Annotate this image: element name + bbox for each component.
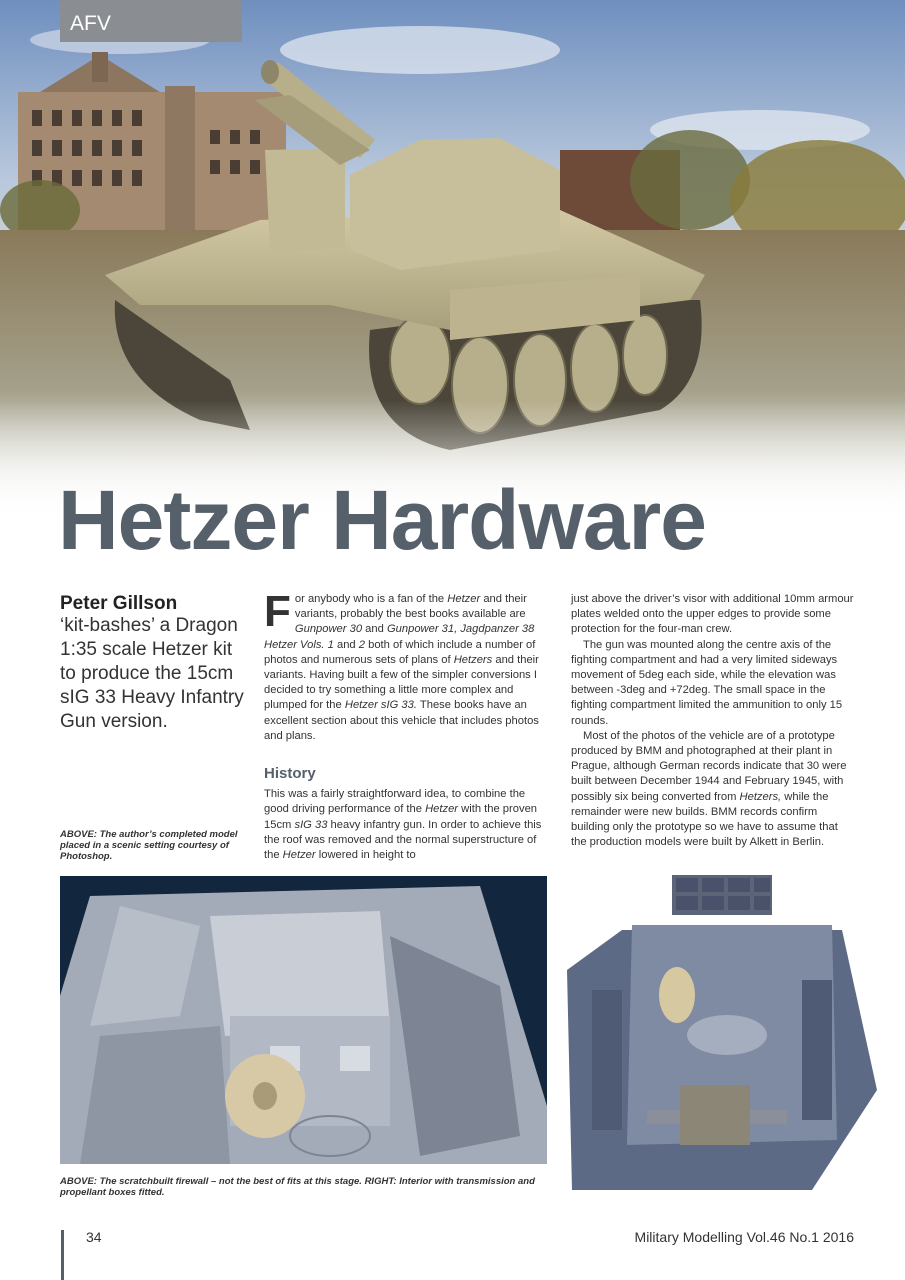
interior-photo: [552, 870, 882, 1200]
firewall-photo: [60, 876, 547, 1164]
section-tag: AFV: [60, 0, 242, 42]
history-heading: History: [264, 765, 316, 783]
article-headline: Hetzer Hardware: [58, 473, 706, 567]
history-paragraph-3: Most of the photos of the vehicle are of a prototype produced by BMM and photographed at their plant in Prague, although German records indicate that 30 were built between December 1944 and February 1945, with possibly six being converted from Hetzers, while the remainder were new builds. BMM records confirm building only the prototype so we have to assume that the production models were built by Alkett in Berlin.: [571, 729, 847, 849]
article-column-2: [571, 592, 855, 850]
author-name: Peter Gillson: [60, 593, 178, 614]
footer-rule: [61, 1230, 64, 1280]
history-paragraph-1-start: This was a fairly straightforward idea, to combine the good driving performance of the Hetzer with the proven 15cm sIG 33 heavy infantry gun. In order to achieve this the roof was removed and the normal superstructure of the Hetzer lowered in height to: [264, 788, 542, 862]
history-paragraph-2: The gun was mounted along the centre axis of the fighting compartment and had a very limited sideways movement of 5deg each side, while the elevation was between -3deg and +72deg. The small space in the fighting compartment limited the ammunition to only 15 rounds.: [571, 638, 843, 727]
standfirst: ‘kit-bashes’ a Dragon 1:35 scale Hetzer kit to produce the 15cm sIG 33 Heavy Infantry Gun version.: [60, 615, 244, 732]
page-number: 34: [86, 1229, 102, 1245]
article-column-1: [264, 587, 548, 863]
hero-photo: [0, 0, 905, 520]
hero-caption: ABOVE: The author’s completed model placed in a scenic setting courtesy of Photoshop.: [60, 829, 238, 862]
history-paragraph-1-end: just above the driver’s visor with additional 10mm armour plates welded onto the upper edges to provide some protection for the four-man crew.: [571, 593, 854, 636]
drop-cap: F: [264, 587, 291, 636]
photos-caption: ABOVE: The scratchbuilt firewall – not the best of fits at this stage. RIGHT: Interior with transmission and propellant boxes fitted.: [60, 1176, 535, 1198]
magazine-issue: Military Modelling Vol.46 No.1 2016: [634, 1229, 854, 1245]
intro-paragraph: F or anybody who is a fan of the Hetzer and their variants, probably the best books available are Gunpower 30 and Gunpower 31, Jagdpanzer 38 Hetzer Vols. 1 and 2 both of which include a number of photos and numerous sets of plans of Hetzers and their variants. Having built a few of the simpler conversions I decided to try something a little more complex and plumped for the Hetzer sIG 33. These books have an excellent section about this vehicle that includes photos and plans.: [264, 587, 539, 742]
